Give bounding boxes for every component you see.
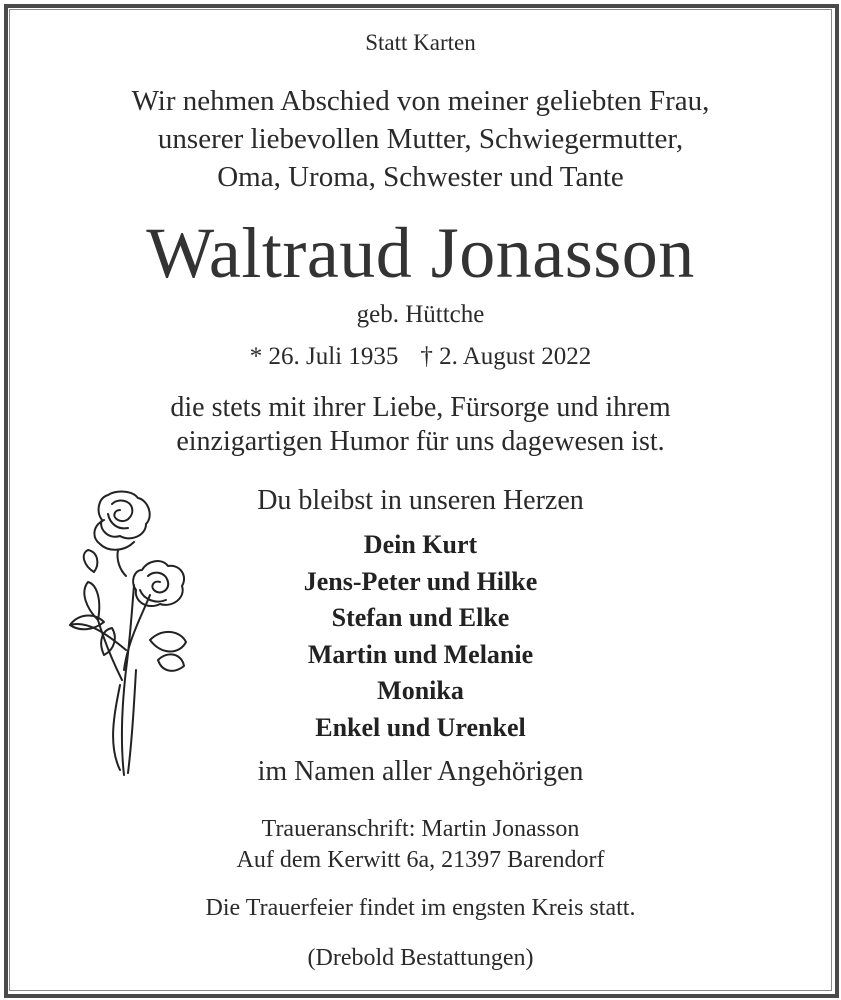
- family-member: Stefan und Elke: [331, 603, 510, 632]
- statt-karten: Statt Karten: [365, 30, 476, 55]
- remembrance-line: Du bleibst in unseren Herzen: [257, 485, 584, 516]
- address-line-1: Traueranschrift: Martin Jonasson: [261, 816, 580, 842]
- rose-bouquet-icon: [58, 490, 198, 785]
- family-member: Dein Kurt: [363, 530, 478, 559]
- death-date: † 2. August 2022: [420, 343, 592, 370]
- address-line-2: Auf dem Kerwitt 6a, 21397 Barendorf: [236, 847, 605, 873]
- service-note: Die Trauerfeier findet im engsten Kreis statt.: [205, 895, 636, 921]
- intro-line-2: unserer liebevollen Mutter, Schwiegermutter,: [157, 123, 684, 155]
- deceased-name: Waltraud Jonasson: [146, 213, 695, 293]
- family-member: Monika: [377, 676, 464, 705]
- family-member: Jens-Peter und Hilke: [303, 567, 538, 596]
- intro-line-3: Oma, Uroma, Schwester und Tante: [217, 161, 624, 193]
- family-member: Enkel und Urenkel: [315, 713, 526, 742]
- intro-line-1: Wir nehmen Abschied von meiner geliebten Frau,: [131, 85, 710, 117]
- tribute-line-1: die stets mit ihrer Liebe, Fürsorge und ihrem: [170, 392, 671, 423]
- family-member: Martin und Melanie: [307, 640, 534, 669]
- birth-date: * 26. Juli 1935: [249, 343, 399, 370]
- life-dates: [0, 343, 841, 371]
- maiden-name: geb. Hüttche: [356, 301, 485, 328]
- tribute-line-2: einzigartigen Humor für uns dagewesen ist.: [176, 426, 665, 457]
- on-behalf-line: im Namen aller Angehörigen: [257, 756, 584, 787]
- funeral-home: (Drebold Bestattungen): [307, 945, 534, 971]
